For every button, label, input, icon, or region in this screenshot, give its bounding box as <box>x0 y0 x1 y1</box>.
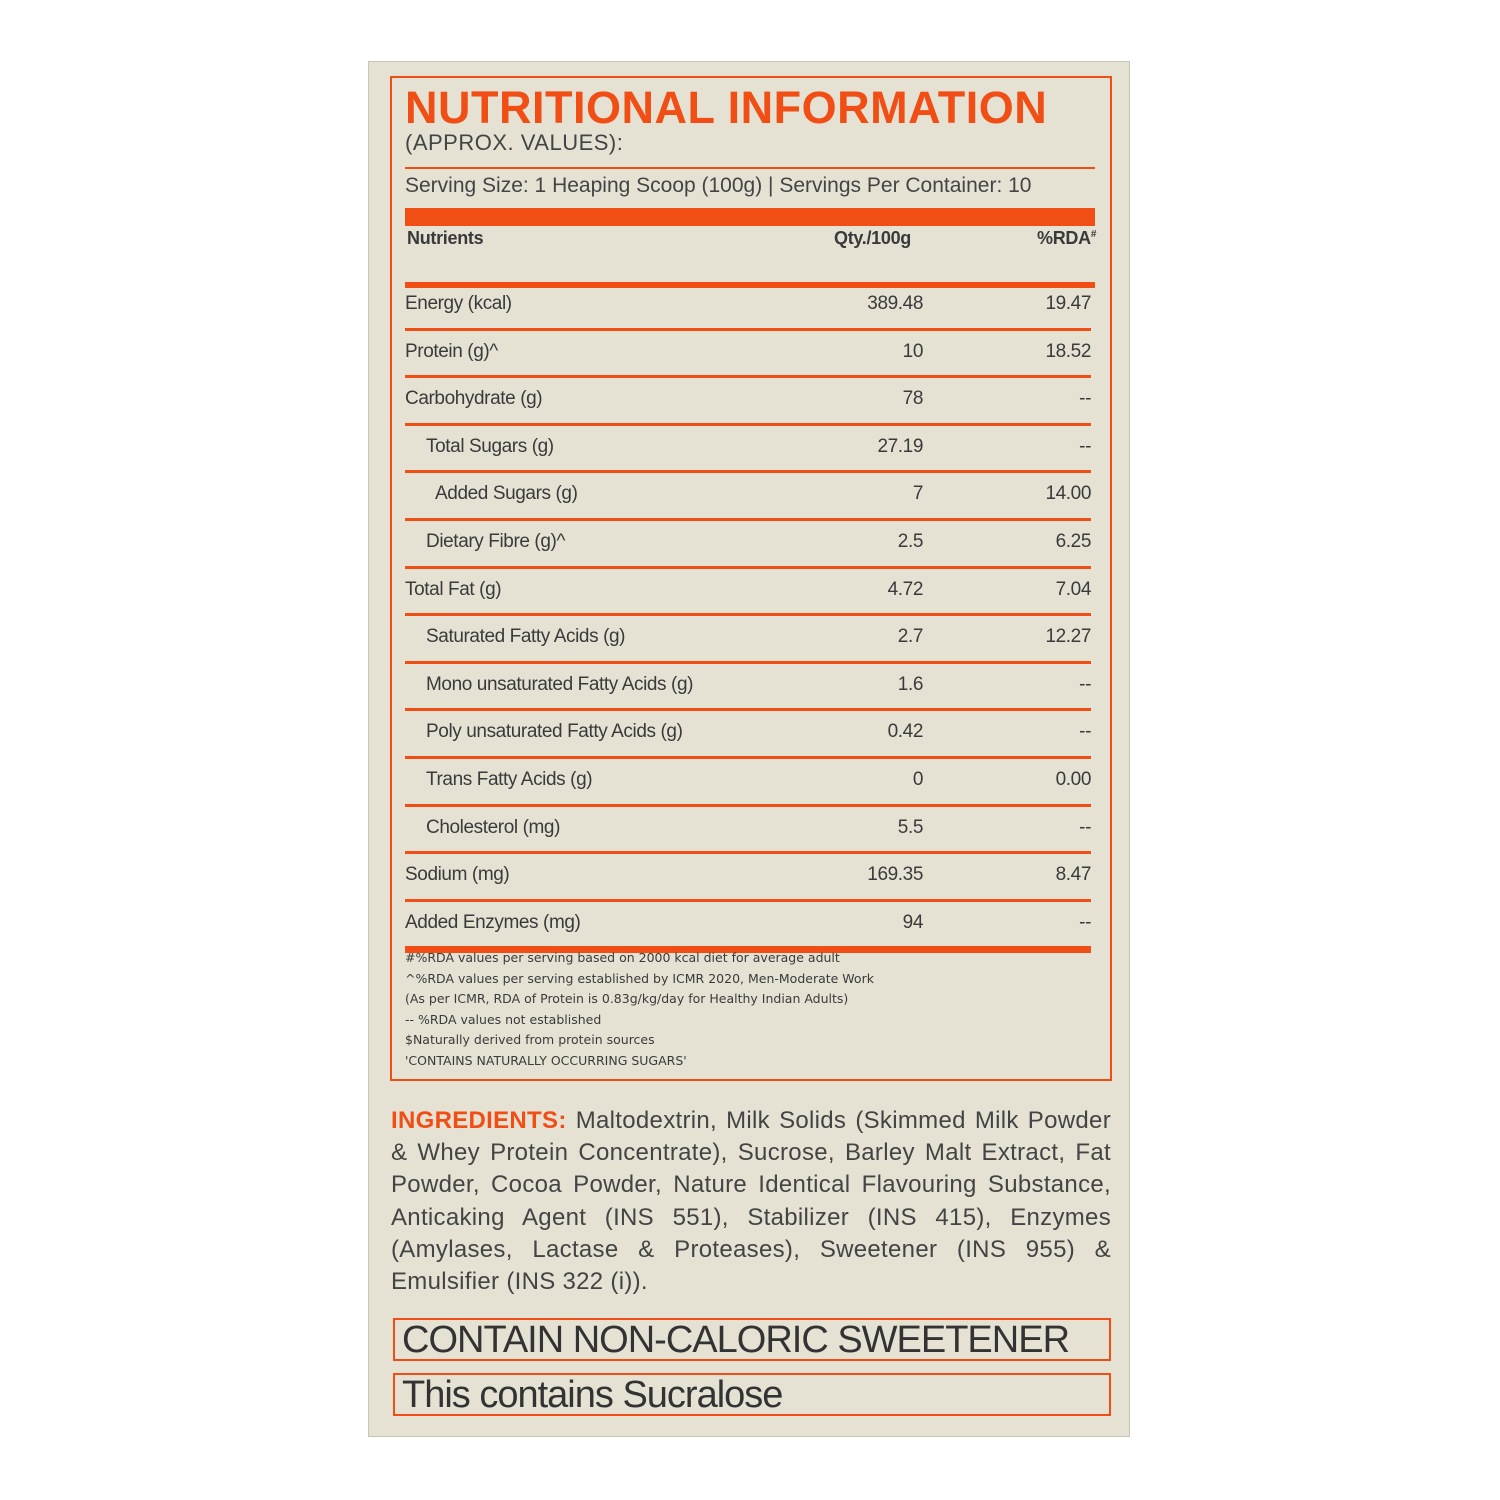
nutrient-rda: 14.00 <box>1045 483 1091 505</box>
nutrient-rda: 8.47 <box>1055 864 1091 886</box>
table-row <box>405 283 1091 331</box>
nutrient-qty: 2.5 <box>897 530 923 552</box>
sweetener-warning: CONTAIN NON-CALORIC SWEETENER <box>393 1318 1111 1361</box>
footnote: ^%RDA values per serving established by ICMR 2020, Men-Moderate Work <box>405 970 874 986</box>
nutrient-name: Added Enzymes (mg) <box>405 911 581 933</box>
table-row <box>405 854 1091 902</box>
nutrient-rda: 19.47 <box>1045 293 1091 314</box>
table-row <box>405 378 1091 426</box>
nutrition-subtitle: (APPROX. VALUES): <box>405 130 624 155</box>
nutrient-rda: 12.27 <box>1045 626 1091 648</box>
table-row <box>405 426 1091 474</box>
table-row <box>405 521 1091 569</box>
nutrient-name: Dietary Fibre (g)^ <box>426 530 565 552</box>
nutrient-name: Total Sugars (g) <box>426 435 554 457</box>
nutrient-qty: 10 <box>902 340 923 362</box>
table-row <box>405 711 1091 759</box>
nutrient-qty: 2.7 <box>897 626 923 648</box>
nutrient-rda: -- <box>1079 816 1091 838</box>
nutrient-qty: 1.6 <box>897 673 923 695</box>
nutrient-name: Energy (kcal) <box>405 293 512 314</box>
table-row <box>405 759 1091 807</box>
footnote: -- %RDA values not established <box>405 1011 602 1027</box>
nutrient-name: Trans Fatty Acids (g) <box>426 768 593 790</box>
nutrient-rda: 18.52 <box>1045 340 1091 362</box>
header-rda <box>1037 228 1096 249</box>
header-rda-mark: # <box>1090 229 1097 240</box>
table-row <box>405 902 1091 954</box>
nutrient-rda: -- <box>1079 388 1091 410</box>
table-row <box>405 331 1091 379</box>
nutrient-rda: 0.00 <box>1055 768 1091 790</box>
nutrient-rda: -- <box>1079 673 1091 695</box>
nutrient-name: Sodium (mg) <box>405 864 510 886</box>
nutrient-name: Protein (g)^ <box>405 340 498 362</box>
table-row <box>405 569 1091 617</box>
footnote: $Naturally derived from protein sources <box>405 1032 655 1048</box>
nutrient-qty: 0.42 <box>887 721 923 743</box>
nutrient-name: Carbohydrate (g) <box>405 388 543 410</box>
nutrient-name: Mono unsaturated Fatty Acids (g) <box>426 673 694 695</box>
nutrient-name: Poly unsaturated Fatty Acids (g) <box>426 721 683 743</box>
nutrient-qty: 0 <box>912 768 923 790</box>
header-nutrients: Nutrients <box>407 228 484 248</box>
footnote: 'CONTAINS NATURALLY OCCURRING SUGARS' <box>405 1052 687 1068</box>
nutrient-qty: 7 <box>912 483 923 505</box>
header-qty: Qty./100g <box>834 228 911 248</box>
nutrient-rda: -- <box>1079 721 1091 743</box>
ingredients-label: INGREDIENTS: <box>391 1107 567 1134</box>
table-row <box>405 807 1091 855</box>
nutrient-qty: 27.19 <box>877 435 923 457</box>
nutrient-name: Added Sugars (g) <box>435 483 578 505</box>
nutrient-name: Cholesterol (mg) <box>426 816 561 838</box>
nutrient-rda: 7.04 <box>1055 578 1091 600</box>
sucralose-notice: This contains Sucralose <box>393 1373 1111 1416</box>
footnotes <box>405 948 874 1072</box>
header-rda-text: %RDA <box>1037 228 1091 248</box>
nutrient-qty: 94 <box>902 911 923 933</box>
nutrient-rda: -- <box>1079 911 1091 933</box>
table-row <box>405 616 1091 664</box>
footnote: #%RDA values per serving based on 2000 kcal diet for average adult <box>405 950 840 965</box>
nutrient-rda: 6.25 <box>1055 530 1091 552</box>
nutrient-qty: 169.35 <box>867 864 923 886</box>
table-row <box>405 473 1091 521</box>
nutrient-qty: 4.72 <box>887 578 923 600</box>
nutrition-title: NUTRITIONAL INFORMATION <box>405 82 1048 133</box>
divider <box>405 167 1095 169</box>
nutrient-name: Saturated Fatty Acids (g) <box>426 626 626 648</box>
nutrient-rda: -- <box>1079 435 1091 457</box>
ingredients-text: Maltodextrin, Milk Solids (Skimmed Milk Powder & Whey Protein Concentrate), Sucrose, Barley Malt Extract, Fat Powder, Cocoa Powder, Nature Identical Flavouring Substance, Anticaking Agent (INS 551), Stabilizer (INS 415), Enzymes (Amylases, Lactase & Proteases), Sweetener (INS 955) & Emulsifier (INS 322 (i)). <box>391 1107 1111 1296</box>
nutrient-table <box>405 283 1091 953</box>
nutrient-name: Total Fat (g) <box>405 578 502 600</box>
nutrient-qty: 389.48 <box>867 293 923 314</box>
table-row <box>405 664 1091 712</box>
serving-size: Serving Size: 1 Heaping Scoop (100g) | Servings Per Container: 10 <box>405 174 1032 197</box>
ingredients-paragraph <box>391 1105 1111 1298</box>
footnote: (As per ICMR, RDA of Protein is 0.83g/kg/day for Healthy Indian Adults) <box>405 991 849 1007</box>
divider-thick <box>405 208 1095 226</box>
nutrient-qty: 78 <box>902 388 923 410</box>
nutrient-qty: 5.5 <box>897 816 923 838</box>
